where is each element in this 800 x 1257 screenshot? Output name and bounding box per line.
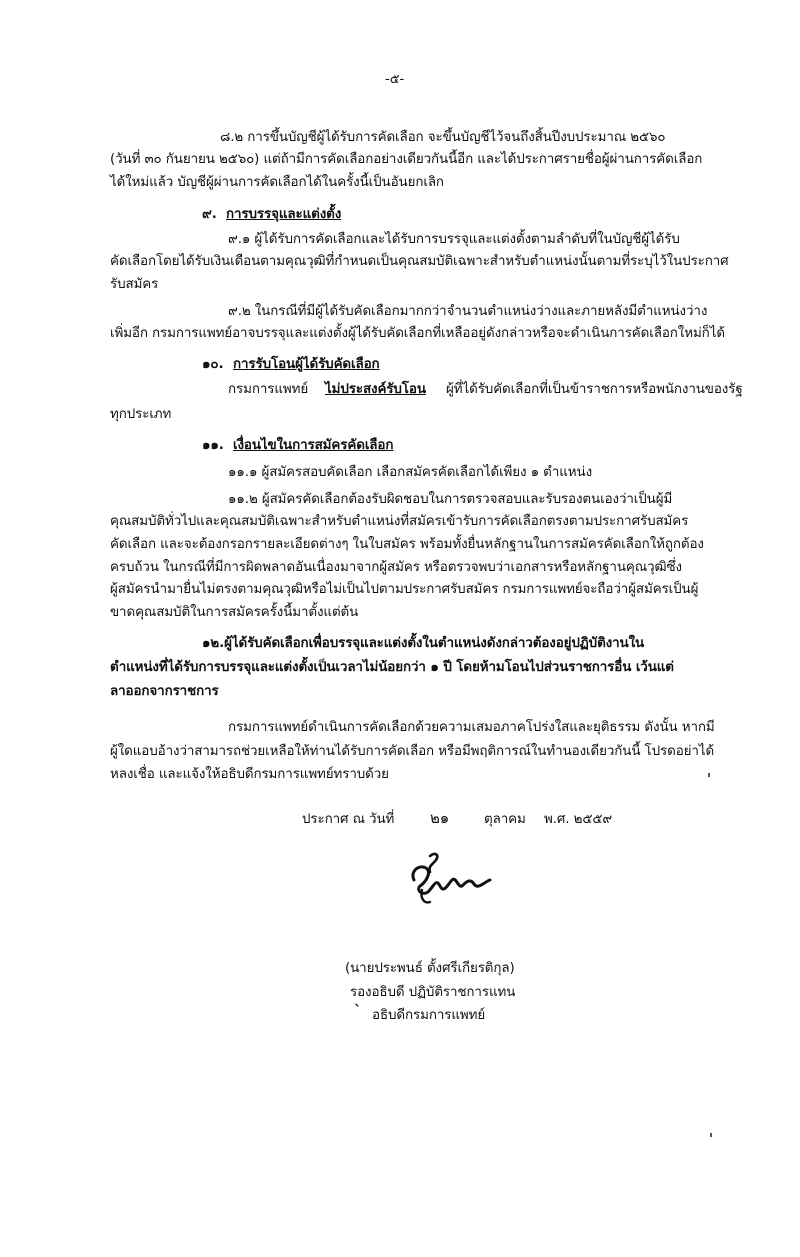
section-11-number: ๑๑. <box>202 438 224 453</box>
section-12-line-1: ๑๒.ผู้ได้รับคัดเลือกเพื่อบรรจุและแต่งตั้งในตำแหน่งดังกล่าวต้องอยู่ปฏิบัติงานใน <box>202 636 645 651</box>
signatory-name: (นายประพนธ์ ตั้งศรีเกียรติกุล) <box>345 961 515 976</box>
section-11-2-line-2: คุณสมบัติทั่วไปและคุณสมบัติเฉพาะสำหรับตำแหน่งที่สมัครเข้ารับการคัดเลือกตรงตามประกาศรับสมัคร <box>110 514 689 529</box>
section-9-1-line-3: รับสมัคร <box>110 277 159 292</box>
page-number: -๕- <box>385 72 405 87</box>
signatory-title-2: อธิบดีกรมการแพทย์ <box>372 1008 486 1023</box>
section-8-2-line-1: ๘.๒ การขึ้นบัญชีผู้ได้รับการคัดเลือก จะขึ้นบัญชีไว้จนถึงสิ้นปีงบประมาณ ๒๕๖๐ <box>220 130 666 145</box>
scan-mark <box>710 1133 712 1137</box>
section-11-2-line-4: ครบถ้วน ในกรณีที่มีการผิดพลาดอันเนื่องมาจากผู้สมัคร หรือตรวจพบว่าเอกสารหรือหลักฐานคุณวุฒิซึ่ง <box>110 560 682 575</box>
section-11-2-line-3: คัดเลือก และจะต้องกรอกรายละเอียดต่างๆ ในใบสมัคร พร้อมทั้งยื่นหลักฐานในการสมัครคัดเลือกให้ถูกต้อง <box>110 537 704 552</box>
section-10-line-2: ทุกประเภท <box>110 407 172 422</box>
section-10-line-1-emphasis: ไม่ประสงค์รับโอน <box>325 382 426 397</box>
section-12-line-3: ลาออกจากราชการ <box>110 684 219 699</box>
section-11-2-line-5: ผู้สมัครนำมายื่นไม่ตรงตามคุณวุฒิหรือไม่เป็นไปตามประกาศรับสมัคร กรมการแพทย์จะถือว่าผู้สมัครเป็นผู้ <box>110 582 699 597</box>
section-11-1: ๑๑.๑ ผู้สมัครสอบคัดเลือก เลือกสมัครคัดเลือกได้เพียง ๑ ตำแหน่ง <box>228 465 593 480</box>
section-10-line-1-c: ผู้ที่ได้รับคัดเลือกที่เป็นข้าราชการหรือพนักงานของรัฐ <box>446 382 743 397</box>
handwritten-signature <box>400 850 510 920</box>
section-10-heading: การรับโอนผู้ได้รับคัดเลือก <box>233 357 380 372</box>
signatory-tick: ` <box>354 1002 362 1020</box>
section-11-heading: เงื่อนไขในการสมัครคัดเลือก <box>233 438 394 453</box>
announcement-day: ๒๑ <box>430 809 450 827</box>
section-10-line-1-a: กรมการแพทย์ <box>228 382 309 397</box>
announcement-year: พ.ศ. ๒๕๕๙ <box>544 812 613 827</box>
section-9-1-line-2: คัดเลือกโดยได้รับเงินเดือนตามคุณวุฒิที่กำหนดเป็นคุณสมบัติเฉพาะสำหรับตำแหน่งนั้นตามที่ระบุไว้ในประกาศ <box>110 254 729 269</box>
closing-line-2: ผู้ใดแอบอ้างว่าสามารถช่วยเหลือให้ท่านได้รับการคัดเลือก หรือมีพฤติการณ์ในทำนองเดียวกันนี้ โปรดอย่าได้ <box>110 744 715 759</box>
section-11-2-line-6: ขาดคุณสมบัติในการสมัครครั้งนี้มาตั้งแต่ต้น <box>110 605 359 620</box>
closing-line-3: หลงเชื่อ และแจ้งให้อธิบดีกรมการแพทย์ทราบด้วย <box>110 767 389 782</box>
scan-mark <box>708 773 710 777</box>
section-8-2-line-3: ได้ใหม่แล้ว บัญชีผู้ผ่านการคัดเลือกได้ในครั้งนี้เป็นอันยกเลิก <box>110 175 444 190</box>
section-12-line-2: ตำแหน่งที่ได้รับการบรรจุและแต่งตั้งเป็นเวลาไม่น้อยกว่า ๑ ปี โดยห้ามโอนไปส่วนราชการอื่น เว้นแต่ <box>110 660 674 675</box>
announcement-month: ตุลาคม <box>484 812 526 827</box>
section-9-2-line-2: เพิ่มอีก กรมการแพทย์อาจบรรจุและแต่งตั้งผู้ได้รับคัดเลือกที่เหลืออยู่ดังกล่าวหรือจะดำเนินการคัดเลือกใหม่ก็ได้ <box>110 326 725 341</box>
section-9-number: ๙. <box>202 207 217 222</box>
section-9-2-line-1: ๙.๒ ในกรณีที่มีผู้ได้รับคัดเลือกมากกว่าจำนวนตำแหน่งว่างและภายหลังมีตำแหน่งว่าง <box>228 304 708 319</box>
section-10-number: ๑๐. <box>202 357 224 372</box>
announcement-prefix: ประกาศ ณ วันที่ <box>302 812 395 827</box>
section-8-2-line-2: (วันที่ ๓๐ กันยายน ๒๕๖๐) แต่ถ้ามีการคัดเลือกอย่างเดียวกันนี้อีก และได้ประกาศรายชื่อผู้ผ่านการคัดเลือก <box>110 152 703 167</box>
section-9-heading: การบรรจุและแต่งตั้ง <box>226 207 342 222</box>
closing-line-1: กรมการแพทย์ดำเนินการคัดเลือกด้วยความเสมอภาคโปร่งใสและยุติธรรม ดังนั้น หากมี <box>228 720 715 735</box>
section-9-1-line-1: ๙.๑ ผู้ได้รับการคัดเลือกและได้รับการบรรจุและแต่งตั้งตามลำดับที่ในบัญชีผู้ได้รับ <box>228 232 680 247</box>
section-11-2-line-1: ๑๑.๒ ผู้สมัครคัดเลือกต้องรับผิดชอบในการตรวจสอบและรับรองตนเองว่าเป็นผู้มี <box>228 492 673 507</box>
signatory-title-1: รองอธิบดี ปฏิบัติราชการแทน <box>350 985 516 1000</box>
